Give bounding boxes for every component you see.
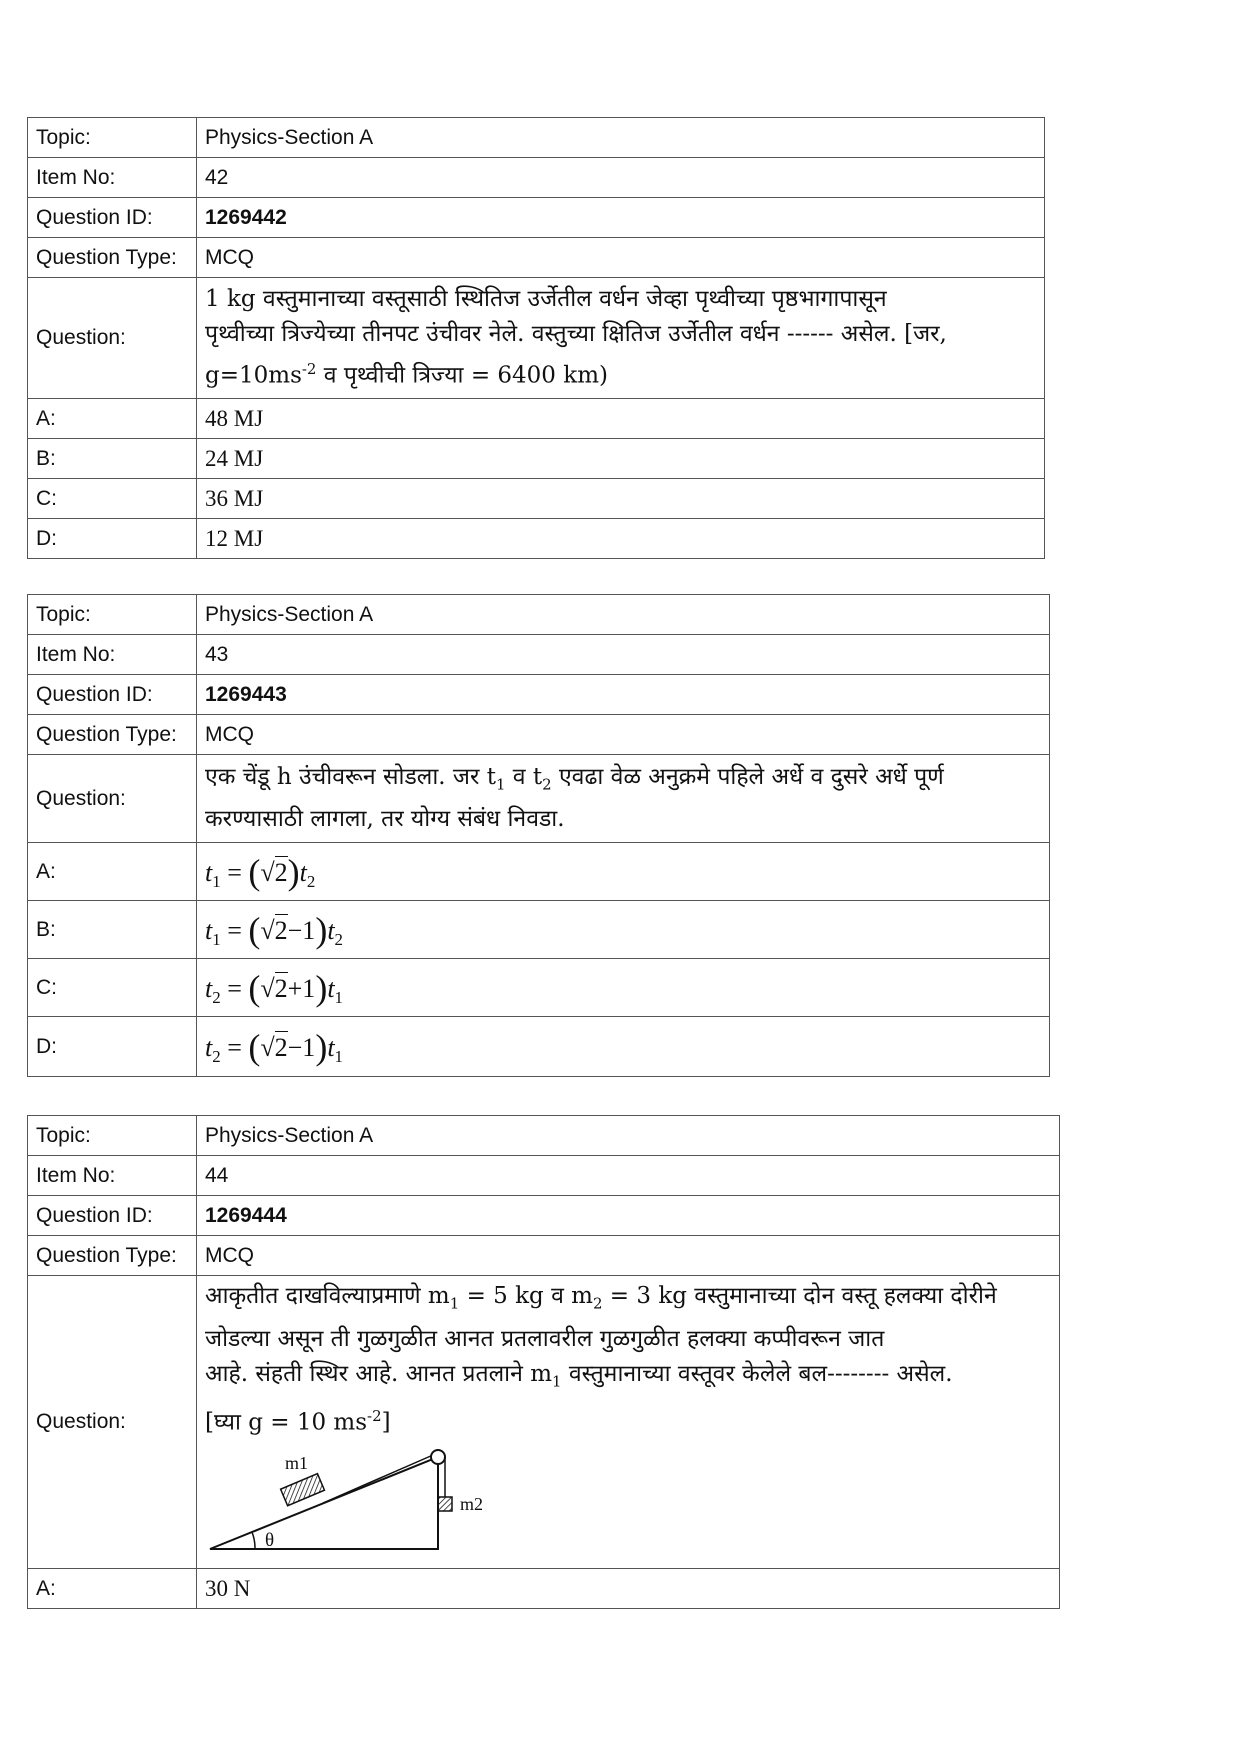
option-d-label: D: [28,519,197,559]
question-fragment: = 5 kg व m [459,1283,593,1310]
option-a-label: A: [28,399,197,439]
pulley [431,1450,445,1464]
sqrt-sign: √ [260,915,275,945]
subscript: 2 [542,775,552,794]
item-no-label: Item No: [28,158,197,198]
question-fragment: = 3 kg वस्तुमानाच्या दोन वस्तू हलक्या दोरीने [602,1283,997,1310]
question-line: जोडल्या असून ती गुळगुळीत आनत प्रतलावरील गुळगुळीत हलक्या कप्पीवरून जात [205,1325,885,1352]
formula-paren: ( [248,909,261,950]
subscript: 1 [334,1046,343,1066]
formula-paren: ) [315,1026,328,1067]
question-fragment: आहे. संहती स्थिर आहे. आनत प्रतलाने m [205,1360,553,1387]
item-no-label: Item No: [28,635,197,675]
item-no-value: 44 [197,1156,1060,1196]
topic-label: Topic: [28,595,197,635]
option-c-value: 36 MJ [197,479,1045,519]
question-fragment: वस्तुमानाच्या वस्तूवर केलेले बल-------- असेल. [561,1360,953,1387]
sqrt-sign: √ [260,1032,275,1062]
question-fragment: g=10ms [205,362,302,389]
formula-paren: ) [315,967,328,1008]
question-table-44 [27,1115,1060,1609]
question-id-label: Question ID: [28,675,197,715]
formula-var: t [205,973,213,1003]
question-fragment: व पृथ्वीची त्रिज्या = 6400 km) [316,362,608,389]
question-fragment: व t [505,763,543,790]
formula-var: t [327,1032,335,1062]
formula-eq: = [227,915,242,945]
question-type-label: Question Type: [28,715,197,755]
question-line: करण्यासाठी लागला, तर योग्य संबंध निवडा. [205,806,565,833]
m1-label: m1 [285,1452,309,1473]
subscript: 2 [334,929,343,949]
question-line [205,1357,1051,1400]
option-a-label: A: [28,1569,197,1609]
formula-tail: −1 [287,915,316,945]
option-a-formula [197,843,1050,901]
formula-tail: −1 [287,1032,316,1062]
subscript: 2 [212,987,221,1007]
subscript: 1 [552,1372,562,1391]
question-fragment: एवढा वेळ अनुक्रमे पहिले अर्धे व दुसरे अर्धे पूर्ण [551,763,944,790]
subscript: 1 [334,987,343,1007]
option-d-value: 12 MJ [197,519,1045,559]
subscript: 1 [212,929,221,949]
subscript: 1 [449,1294,460,1313]
formula-var: t [327,973,335,1003]
option-c-formula [197,959,1050,1017]
formula-eq: = [227,857,242,887]
question-text [197,1276,1060,1569]
option-d-formula [197,1017,1050,1077]
subscript: 2 [592,1294,603,1313]
question-table-43 [27,594,1050,1077]
string-incline [323,1455,433,1503]
question-fragment: एक चेंडू h उंचीवरून सोडला. जर t [205,763,496,790]
question-type-value: MCQ [197,715,1050,755]
question-type-value: MCQ [197,238,1045,278]
question-type-label: Question Type: [28,1236,197,1276]
option-c-label: C: [28,959,197,1017]
question-label: Question: [28,278,197,399]
question-line [205,1279,1051,1322]
option-a-label: A: [28,843,197,901]
question-label: Question: [28,755,197,843]
question-line: 1 kg वस्तुमानाच्या वस्तूसाठी स्थितिज उर्जेतील वर्धन जेव्हा पृथ्वीच्या पृष्ठभागापासून [205,286,887,313]
sqrt-radicand: 2 [274,973,288,1003]
option-b-value: 24 MJ [197,439,1045,479]
formula-paren: ( [248,1026,261,1067]
formula-paren: ( [248,967,261,1008]
subscript: 2 [212,1046,221,1066]
formula-eq: = [227,1032,242,1062]
formula-var: t [205,1032,213,1062]
block-m1 [281,1474,325,1506]
option-a-value: 48 MJ [197,399,1045,439]
formula-var: t [299,857,307,887]
question-line [205,760,1041,803]
option-c-label: C: [28,479,197,519]
topic-label: Topic: [28,118,197,158]
item-no-label: Item No: [28,1156,197,1196]
question-fragment: ] [381,1409,391,1436]
sqrt-radicand: 2 [274,915,288,945]
question-id-label: Question ID: [28,1196,197,1236]
question-fragment: आकृतीत दाखविल्याप्रमाणे m [205,1283,450,1310]
angle-arc [252,1532,255,1549]
topic-value: Physics-Section A [197,1116,1060,1156]
option-b-label: B: [28,439,197,479]
question-table-42 [27,117,1045,559]
question-fragment: [घ्या g = 10 ms [205,1409,368,1436]
formula-var: t [205,915,213,945]
topic-label: Topic: [28,1116,197,1156]
option-b-formula [197,901,1050,959]
option-d-label: D: [28,1017,197,1077]
question-id-value: 1269444 [197,1196,1060,1236]
question-type-value: MCQ [197,1236,1060,1276]
formula-paren: ( [248,851,261,892]
question-line [205,352,1036,394]
sqrt-sign: √ [260,857,275,887]
formula-eq: = [227,973,242,1003]
item-no-value: 43 [197,635,1050,675]
formula-var: t [205,857,213,887]
subscript: 1 [495,775,506,794]
incline-pulley-figure [205,1449,505,1559]
superscript: -2 [367,1407,382,1426]
formula-var: t [327,915,335,945]
block-m2 [438,1497,452,1511]
question-text [197,755,1050,843]
topic-value: Physics-Section A [197,595,1050,635]
sqrt-sign: √ [260,973,275,1003]
formula-paren: ) [315,909,328,950]
formula-paren: ) [287,851,300,892]
sqrt-radicand: 2 [274,1032,288,1062]
question-line: पृथ्वीच्या त्रिज्येच्या तीनपट उंचीवर नेले. वस्तुच्या क्षितिज उर्जेतील वर्धन ------ असेल. [जर, [205,321,947,348]
option-b-label: B: [28,901,197,959]
angle-label: θ [265,1529,275,1551]
question-id-value: 1269443 [197,675,1050,715]
superscript: -2 [301,360,317,379]
question-id-label: Question ID: [28,198,197,238]
question-line [205,1399,1051,1441]
subscript: 2 [306,871,316,891]
topic-value: Physics-Section A [197,118,1045,158]
question-label: Question: [28,1276,197,1569]
option-a-value: 30 N [197,1569,1060,1609]
item-no-value: 42 [197,158,1045,198]
sqrt-radicand: 2 [274,857,288,887]
m2-label: m2 [460,1493,484,1514]
subscript: 1 [212,871,221,891]
question-type-label: Question Type: [28,238,197,278]
question-text [197,278,1045,399]
question-id-value: 1269442 [197,198,1045,238]
formula-tail: +1 [287,973,316,1003]
